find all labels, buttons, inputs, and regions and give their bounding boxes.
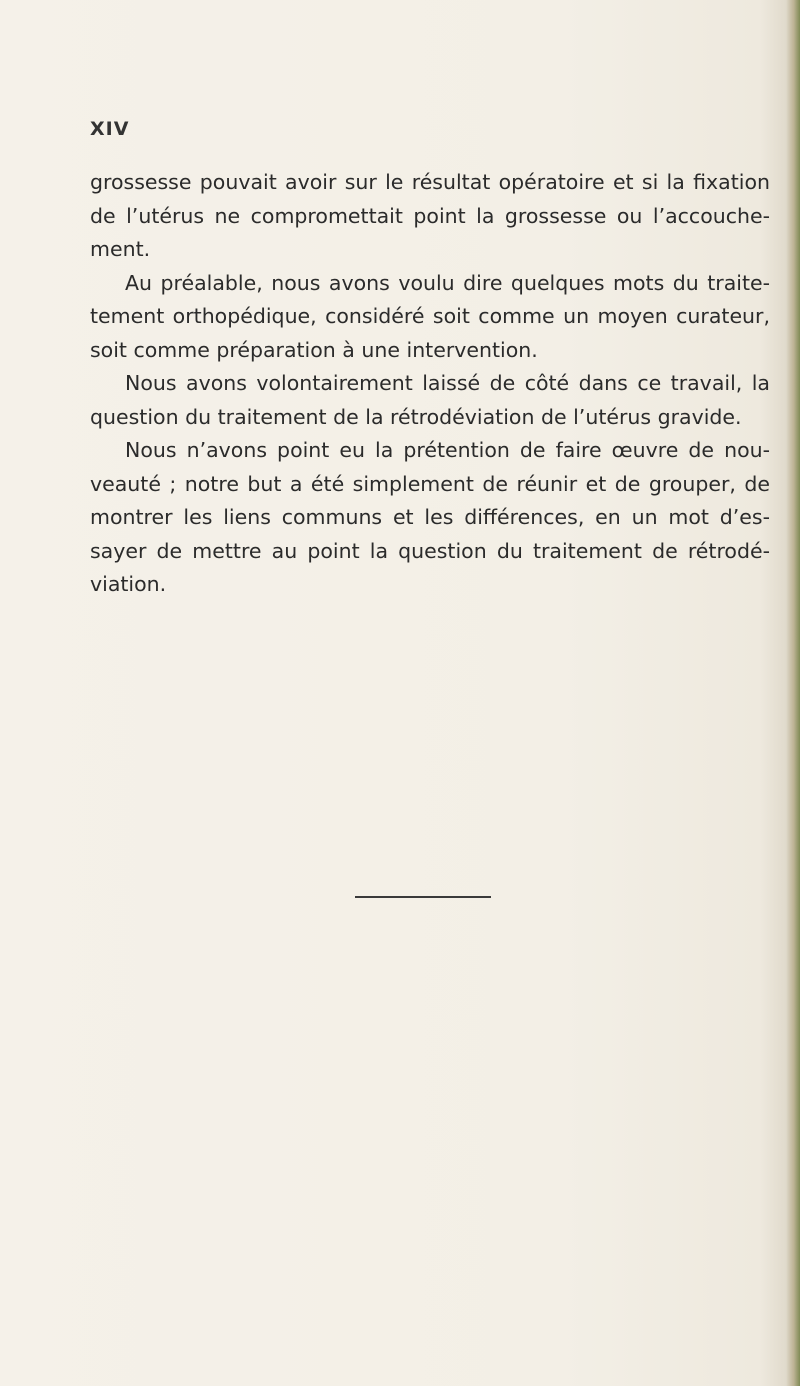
- paragraph-3: Nous avons volontairement laissé de côté dans ce travail, la question du traitement de la rétrodéviation de l’utérus gravide.: [90, 371, 770, 429]
- section-divider: [355, 896, 491, 898]
- page-edge: [786, 0, 800, 1386]
- paragraph-1: grossesse pouvait avoir sur le résultat opératoire et si la fixation de l’utérus ne compromettait point la grossesse ou l’accouche-ment.: [90, 170, 770, 261]
- paragraph-4: Nous n’avons point eu la prétention de faire œuvre de nou-veauté ; notre but a été simplement de réunir et de grouper, de montrer les liens communs et les différences, en un mot d’es-sayer de mettre au point la question du traitement de rétrodé-viation.: [90, 438, 770, 596]
- paragraph-2: Au préalable, nous avons voulu dire quelques mots du traite-tement orthopédique, considéré soit comme un moyen curateur, soit comme préparation à une intervention.: [90, 270, 770, 362]
- page-number: XIV: [90, 118, 130, 140]
- body-text: [90, 166, 770, 602]
